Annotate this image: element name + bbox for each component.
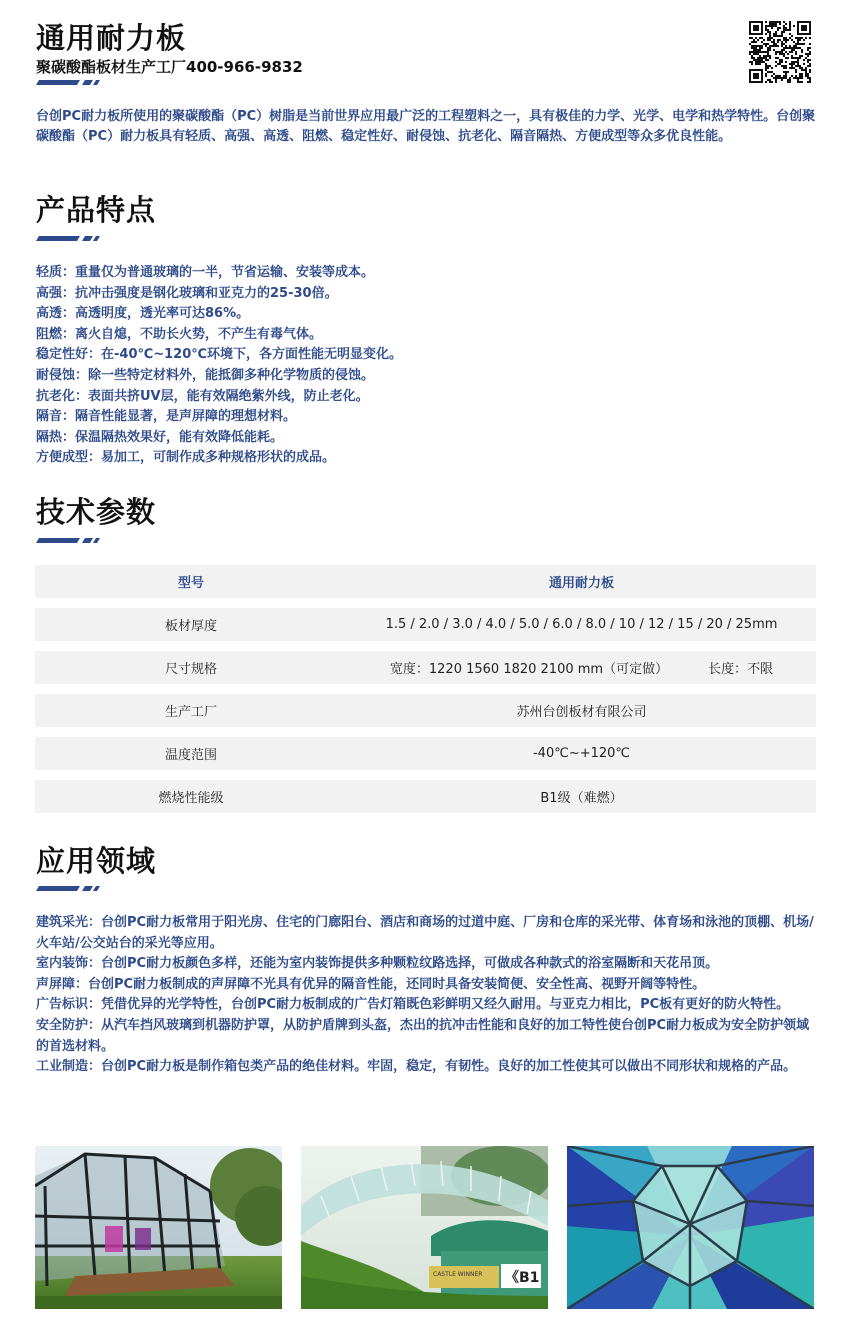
spec-label: 燃烧性能级 <box>158 791 224 806</box>
feature-item: 方便成型：易加工，可制作成多种规格形状的成品。 <box>36 450 336 466</box>
features-underline <box>36 236 100 241</box>
page-subtitle: 聚碳酸酯板材生产工厂400-966-9832 <box>36 58 303 76</box>
specs-underline <box>36 538 100 543</box>
feature-item: 抗老化：表面共挤UV层，能有效隔绝紫外线，防止老化。 <box>36 388 369 404</box>
application-item: 安全防护：从汽车挡风玻璃到机器防护罩，从防护盾牌到头盔，杰出的抗冲击性能和良好的加工特性使台创PC耐力板成为安全防护领域的首选材料。 <box>36 1017 810 1054</box>
application-item: 广告标识：凭借优异的光学特性，台创PC耐力板制成的广告灯箱既色彩鲜明又经久耐用。与亚克力相比，PC板有更好的防火特性。 <box>36 997 790 1013</box>
feature-item: 高透：高透明度，透光率可达86%。 <box>36 306 250 322</box>
table-row <box>35 737 816 770</box>
specs-table <box>35 565 816 823</box>
spec-value: 宽度：1220 1560 1820 2100 mm（可定做） <box>389 662 669 677</box>
table-header-row <box>35 565 816 598</box>
table-row <box>35 694 816 727</box>
applications-list <box>36 913 818 1078</box>
table-row <box>35 608 816 641</box>
spec-label: 生产工厂 <box>164 705 217 720</box>
feature-item: 阻燃：离火自熄，不助长火势，不产生有毒气体。 <box>36 326 323 342</box>
feature-item: 耐侵蚀：除一些特定材料外，能抵御多种化学物质的侵蚀。 <box>36 367 375 383</box>
spec-value: B1级（难燃） <box>540 791 623 806</box>
table-row <box>35 651 816 684</box>
table-header-value: 通用耐力板 <box>548 576 614 591</box>
photo-sunroom <box>35 1146 282 1309</box>
features-list <box>36 263 816 469</box>
feature-item: 隔音：隔音性能显著，是声屏障的理想材料。 <box>36 409 297 425</box>
spec-value: 苏州台创板材有限公司 <box>516 705 647 720</box>
table-row <box>35 780 816 813</box>
spec-value: 1.5 / 2.0 / 3.0 / 4.0 / 5.0 / 6.0 / 8.0 / 10 / 12 / 15 / 20 / 25mm <box>385 617 778 632</box>
spec-value-secondary: 长度：不限 <box>708 662 774 677</box>
photo-dome <box>567 1146 814 1309</box>
spec-label: 板材厚度 <box>164 619 217 634</box>
page-header <box>36 20 303 77</box>
spec-label: 温度范围 <box>164 748 217 763</box>
spec-value: -40℃~+120℃ <box>532 746 631 761</box>
application-item: 建筑采光：台创PC耐力板常用于阳光房、住宅的门廊阳台、酒店和商场的过道中庭、厂房和仓库的采光带、体育场和泳池的顶棚、机场/火车站/公交站台的采光等应用。 <box>36 915 814 951</box>
features-heading: 产品特点 <box>36 193 157 227</box>
spec-label: 尺寸规格 <box>164 662 217 677</box>
sign-text-2: 《B1 <box>505 1270 540 1286</box>
intro-paragraph: 台创PC耐力板所使用的聚碳酸酯（PC）树脂是当前世界应用最广泛的工程塑料之一，具有极佳的力学、光学、电学和热学特性。台创聚碳酸酯（PC）耐力板具有轻质、高强、高透、阻燃、稳定性好、耐侵蚀、抗老化、隔音隔热、方便成型等众多优良性能。 <box>36 109 816 144</box>
applications-underline <box>36 886 100 891</box>
qr-code-icon[interactable] <box>749 21 811 83</box>
application-item: 室内装饰：台创PC耐力板颜色多样，还能为室内装饰提供多种颗粒纹路选择，可做成各种款式的浴室隔断和天花吊顶。 <box>36 956 719 972</box>
applications-heading: 应用领域 <box>36 844 157 878</box>
feature-item: 高强：抗冲击强度是钢化玻璃和亚克力的25-30倍。 <box>36 285 338 301</box>
title-underline <box>36 80 100 85</box>
feature-item: 隔热：保温隔热效果好，能有效降低能耗。 <box>36 429 284 445</box>
application-item: 声屏障：台创PC耐力板制成的声屏障不光具有优异的隔音性能，还同时具备安装简便、安全性高、视野开阔等特性。 <box>36 976 706 992</box>
feature-item: 稳定性好：在-40℃~120℃环境下，各方面性能无明显变化。 <box>36 347 402 363</box>
table-header-label: 型号 <box>177 576 204 591</box>
page-title: 通用耐力板 <box>36 21 187 55</box>
spec-value-group <box>347 658 816 677</box>
application-item: 工业制造：台创PC耐力板是制作箱包类产品的绝佳材料。牢固，稳定，有韧性。良好的加工性使其可以做出不同形状和规格的产品。 <box>36 1059 797 1075</box>
sign-text-1: CASTLE WINNER <box>433 1271 483 1278</box>
feature-item: 轻质：重量仅为普通玻璃的一半，节省运输、安装等成本。 <box>36 265 375 280</box>
specs-heading: 技术参数 <box>36 495 157 529</box>
photo-canopy <box>301 1146 548 1309</box>
